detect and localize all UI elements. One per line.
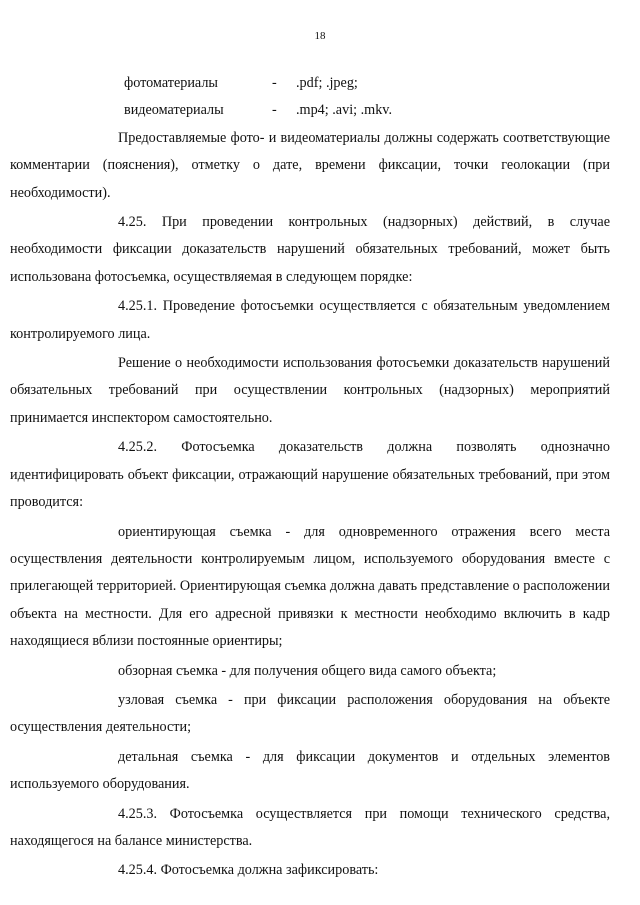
paragraph: 4.25.4. Фотосъемка должна зафиксировать: <box>118 862 379 879</box>
paragraph: детальная съемка - для фиксации документов и отдельных элементов используемого оборудования. <box>10 748 610 793</box>
format-label: фотоматериалы <box>124 75 218 91</box>
format-value: .mp4; .avi; .mkv. <box>296 102 393 119</box>
paragraph: Решение о необходимости использования фотосъемки доказательств нарушений обязательных требований при осуществлении контрольных (надзорных) мероприятий принимается инспектором самостоятельно. <box>10 355 610 426</box>
paragraph: 4.25.2. Фотосъемка доказательств должна позволять однозначно идентифицировать объект фиксации, отражающий нарушение обязательных требований, при этом проводится: <box>10 439 610 511</box>
format-row-photo <box>10 70 610 97</box>
paragraph: обзорная съемка - для получения общего вида самого объекта; <box>118 662 497 679</box>
paragraph: узловая съемка - при фиксации расположения оборудования на объекте осуществления деятельности; <box>10 691 610 736</box>
format-row-video <box>10 97 610 124</box>
format-dash: - <box>272 102 277 119</box>
paragraph: ориентирующая съемка - для одновременного отражения всего места осуществления деятельности контролируемым лицом, используемого оборудования вместе с прилегающей территорией. Ориентирующая съемка должна давать представление о расположении объекта на местности. Для его адресной привязки к местности необходимо включить в кадр находящиеся вблизи постоянные ориентиры; <box>10 523 610 650</box>
paragraph: 4.25.1. Проведение фотосъемки осуществляется с обязательным уведомлением контролируемого лица. <box>10 298 610 342</box>
paragraph: 4.25.3. Фотосъемка осуществляется при помощи технического средства, находящегося на балансе министерства. <box>10 805 610 849</box>
page-number: 18 <box>314 30 326 42</box>
format-dash: - <box>272 75 277 91</box>
format-label: видеоматериалы <box>124 102 224 119</box>
paragraph: 4.25. При проведении контрольных (надзорных) действий, в случае необходимости фиксации доказательств нарушений обязательных требований, может быть использована фотосъемка, осуществляемая в следующем порядке: <box>10 214 610 285</box>
paragraph: Предоставляемые фото- и видеоматериалы должны содержать соответствующие комментарии (пояснения), отметку о дате, времени фиксации, точки геолокации (при необходимости). <box>10 129 610 201</box>
document-body <box>10 70 610 885</box>
format-value: .pdf; .jpeg; <box>296 75 358 91</box>
